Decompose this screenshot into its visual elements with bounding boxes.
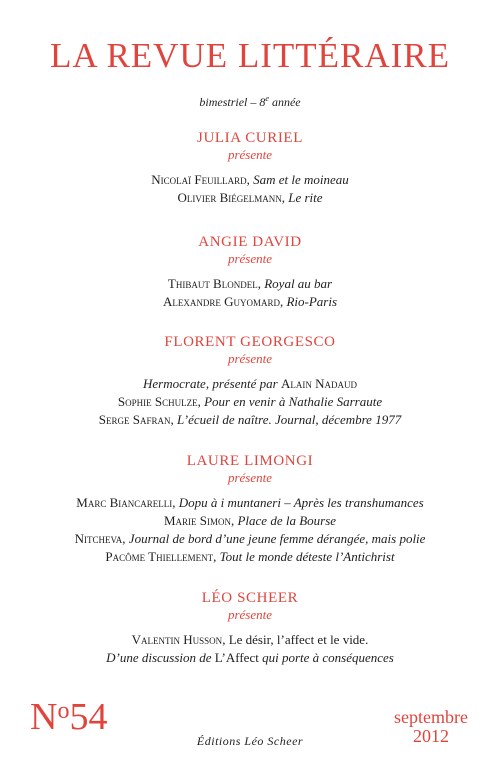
entry-author: Olivier Biégelmann	[177, 190, 282, 205]
contents-entry: Valentin Husson, Le désir, l’affect et le vide.	[131, 632, 369, 647]
contents-entry: Nitcheva, Journal de bord d’une jeune femme dérangée, mais polie	[74, 531, 426, 546]
issue-year: 2012	[413, 726, 450, 746]
entry-author: Marc Biancarelli	[76, 495, 173, 510]
contents-entry: Serge Safran, L’écueil de naître. Journal, décembre 1977	[98, 412, 402, 427]
section-florent-georgesco	[0, 334, 500, 429]
issue-number-superscript: o	[57, 698, 70, 724]
entry-author: Marie Simon	[163, 513, 231, 528]
contents-entry: Marc Biancarelli, Dopu à i muntaneri – Après les transhumances	[76, 495, 424, 510]
editor-name: JULIA CURIEL	[197, 130, 303, 146]
periodicity-text: bimestriel – 8	[199, 95, 266, 109]
publisher-name: Éditions Léo Scheer	[196, 734, 304, 748]
entry-work: D’une discussion de	[106, 650, 212, 665]
entry-author: Sophie Schulze	[117, 394, 198, 409]
entry-work: Place de la Bourse	[237, 513, 337, 528]
entry-work: L’écueil de naître. Journal, décembre 1977	[177, 412, 402, 427]
presente-label: présente	[227, 147, 273, 162]
contents-list	[0, 275, 500, 311]
section-leo-scheer	[0, 590, 500, 667]
periodicity-suffix: année	[268, 95, 301, 109]
contents-entry	[0, 375, 500, 393]
entry-author: Alexandre Guyomard	[162, 294, 280, 309]
entry-author: Pacôme Thiellement	[105, 549, 214, 564]
entry-author: Valentin Husson	[131, 632, 223, 647]
section-laure-limongi	[0, 453, 500, 566]
entry-work-roman: L’Affect	[214, 650, 259, 665]
entry-work: Dopu à i muntaneri – Après les transhumances	[178, 495, 424, 510]
entry-author: Thibaut Blondel	[167, 276, 258, 291]
entry-work: Hermocrate, présenté par	[143, 376, 278, 391]
entry-work: Pour en venir à Nathalie Sarraute	[204, 394, 383, 409]
entry-work-roman: Le désir, l’affect et le vide.	[228, 632, 369, 647]
issue-month: septembre	[394, 707, 468, 727]
entry-work: Le rite	[288, 190, 323, 205]
entry-work: Royal au bar	[264, 276, 333, 291]
entry-author: Serge Safran	[98, 412, 171, 427]
entry-work: Tout le monde déteste	[219, 549, 333, 564]
magazine-title: LA REVUE LITTÉRAIRE	[49, 36, 451, 75]
periodicity-superscript: e	[265, 94, 269, 103]
entry-work: Journal de bord d’une jeune femme dérangée, mais polie	[128, 531, 426, 546]
entry-author: Alain Nadaud	[280, 376, 357, 391]
entry-author: Nicolaï Feuillard	[151, 172, 247, 187]
presente-label: présente	[227, 607, 273, 622]
contents-list	[0, 494, 500, 566]
editor-name: LAURE LIMONGI	[186, 453, 314, 469]
contents-entry: Alexandre Guyomard, Rio-Paris	[162, 294, 338, 309]
section-julia-curiel	[0, 130, 500, 207]
contents-list	[0, 631, 500, 667]
contents-entry: Marie Simon, Place de la Bourse	[163, 513, 337, 528]
presente-label: présente	[227, 470, 273, 485]
editor-name: FLORENT GEORGESCO	[164, 334, 336, 350]
contents-list	[0, 171, 500, 207]
section-angie-david	[0, 234, 500, 311]
periodicity-line	[0, 94, 500, 110]
issue-number-value: 54	[69, 696, 108, 738]
contents-entry: Olivier Biégelmann, Le rite	[177, 190, 323, 205]
entry-work: Rio-Paris	[286, 294, 338, 309]
entry-author: Nitcheva	[74, 531, 123, 546]
contents-entry: Pacôme Thiellement, Tout le monde déteste l’Antichrist	[105, 549, 395, 564]
contents-entry: Thibaut Blondel, Royal au bar	[167, 276, 333, 291]
entry-work-continued: qui porte à conséquences	[262, 650, 394, 665]
contents-entry	[0, 649, 500, 667]
editor-name: LÉO SCHEER	[201, 590, 299, 606]
presente-label: présente	[227, 251, 273, 266]
presente-label: présente	[227, 351, 273, 366]
contents-entry: Nicolaï Feuillard, Sam et le moineau	[151, 172, 349, 187]
issue-date	[394, 708, 468, 746]
editor-name: ANGIE DAVID	[198, 234, 302, 250]
issue-number-prefix: N	[30, 696, 58, 738]
issue-number	[30, 695, 107, 739]
entry-work-extra: l’Antichrist	[335, 549, 395, 564]
entry-work: Sam et le moineau	[253, 172, 349, 187]
contents-list	[0, 375, 500, 429]
contents-entry: Sophie Schulze, Pour en venir à Nathalie Sarraute	[117, 394, 383, 409]
